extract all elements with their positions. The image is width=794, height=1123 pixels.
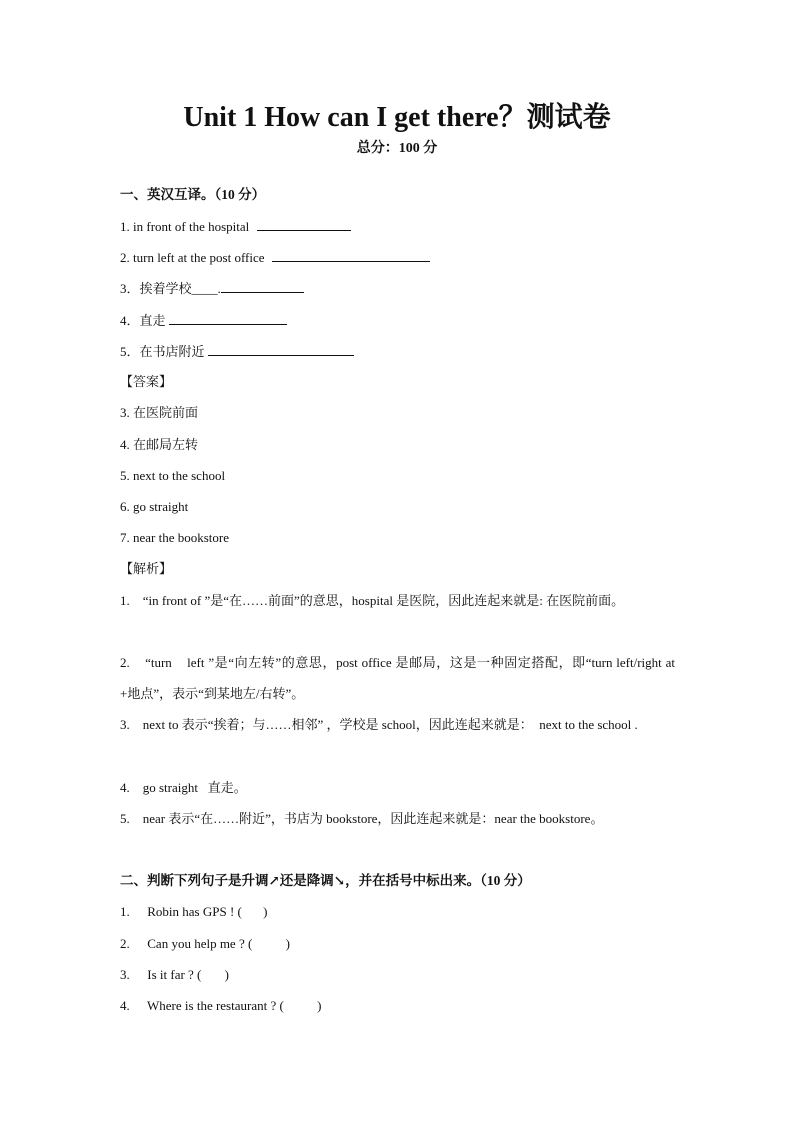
answer-item: 3. 在医院前面 <box>120 405 199 420</box>
intonation-item-4 <box>120 996 321 1016</box>
answer-blank[interactable] <box>221 279 304 293</box>
item-text: Is it far ? ( <box>147 967 202 982</box>
intonation-item-1 <box>120 902 267 922</box>
question-5 <box>120 342 354 362</box>
item-number: 3. <box>120 967 130 982</box>
answer-label: 【答案】 <box>120 374 173 389</box>
item-number: 1. <box>120 904 130 919</box>
question-4 <box>120 311 287 331</box>
question-1 <box>120 217 351 237</box>
answer-item: 6. go straight <box>120 499 189 514</box>
page-title: Unit 1 How can I get there？测试卷 <box>183 102 611 133</box>
analysis-item: 4. go straight 直走。 <box>120 780 247 795</box>
paren-close: ) <box>285 936 290 951</box>
question-3 <box>120 279 304 299</box>
paren-close: ) <box>224 967 229 982</box>
question-text: 5．在书店附近 <box>120 344 205 359</box>
analysis-item: 1. “in front of ”是“在……前面”的意思，hospital 是医院，因此连起来就是: 在医院前面。 <box>120 593 625 608</box>
question-text: 2. turn left at the post office <box>120 250 265 265</box>
item-number: 4. <box>120 998 130 1013</box>
analysis-item: 3. next to 表示“挨着；与……相邻” ，学校是 school，因此连起来就是： next to the school . <box>120 717 638 732</box>
question-extra: ____. <box>191 281 221 296</box>
answer-item: 7. near the bookstore <box>120 530 230 545</box>
item-text: Can you help me ? ( <box>147 936 253 951</box>
question-text: 3．挨着学校 <box>120 281 192 296</box>
answer-item: 5. next to the school <box>120 468 226 483</box>
analysis-item: 2. “turn left ”是“向左转”的意思，post office 是邮局，这是一种固定搭配，即“turn left/right at +地点”，表示“到某地左/右转”。 <box>120 655 675 701</box>
analysis-label: 【解析】 <box>120 561 173 576</box>
item-text: Where is the restaurant ? ( <box>147 998 284 1013</box>
question-text: 4．直走 <box>120 313 166 328</box>
answer-blank[interactable] <box>272 248 430 262</box>
item-number: 2. <box>120 936 130 951</box>
question-2 <box>120 248 430 268</box>
answer-blank[interactable] <box>169 311 287 325</box>
section1-heading: 一、英汉互译。（10 分） <box>120 187 266 202</box>
paren-close: ) <box>317 998 322 1013</box>
total-score: 总分：100 分 <box>356 141 438 156</box>
answer-blank[interactable] <box>257 217 351 231</box>
intonation-item-2 <box>120 934 290 954</box>
answer-item: 4. 在邮局左转 <box>120 437 199 452</box>
question-text: 1. in front of the hospital <box>120 219 250 234</box>
analysis-item: 5. near 表示“在……附近”，书店为 bookstore，因此连起来就是：near the bookstore。 <box>120 811 604 826</box>
section2-heading: 二、判断下列句子是升调↗还是降调↘，并在括号中标出来。（10 分） <box>120 873 531 888</box>
intonation-item-3 <box>120 965 229 985</box>
answer-blank[interactable] <box>208 342 354 356</box>
paren-close: ) <box>263 904 268 919</box>
item-text: Robin has GPS ! ( <box>147 904 242 919</box>
